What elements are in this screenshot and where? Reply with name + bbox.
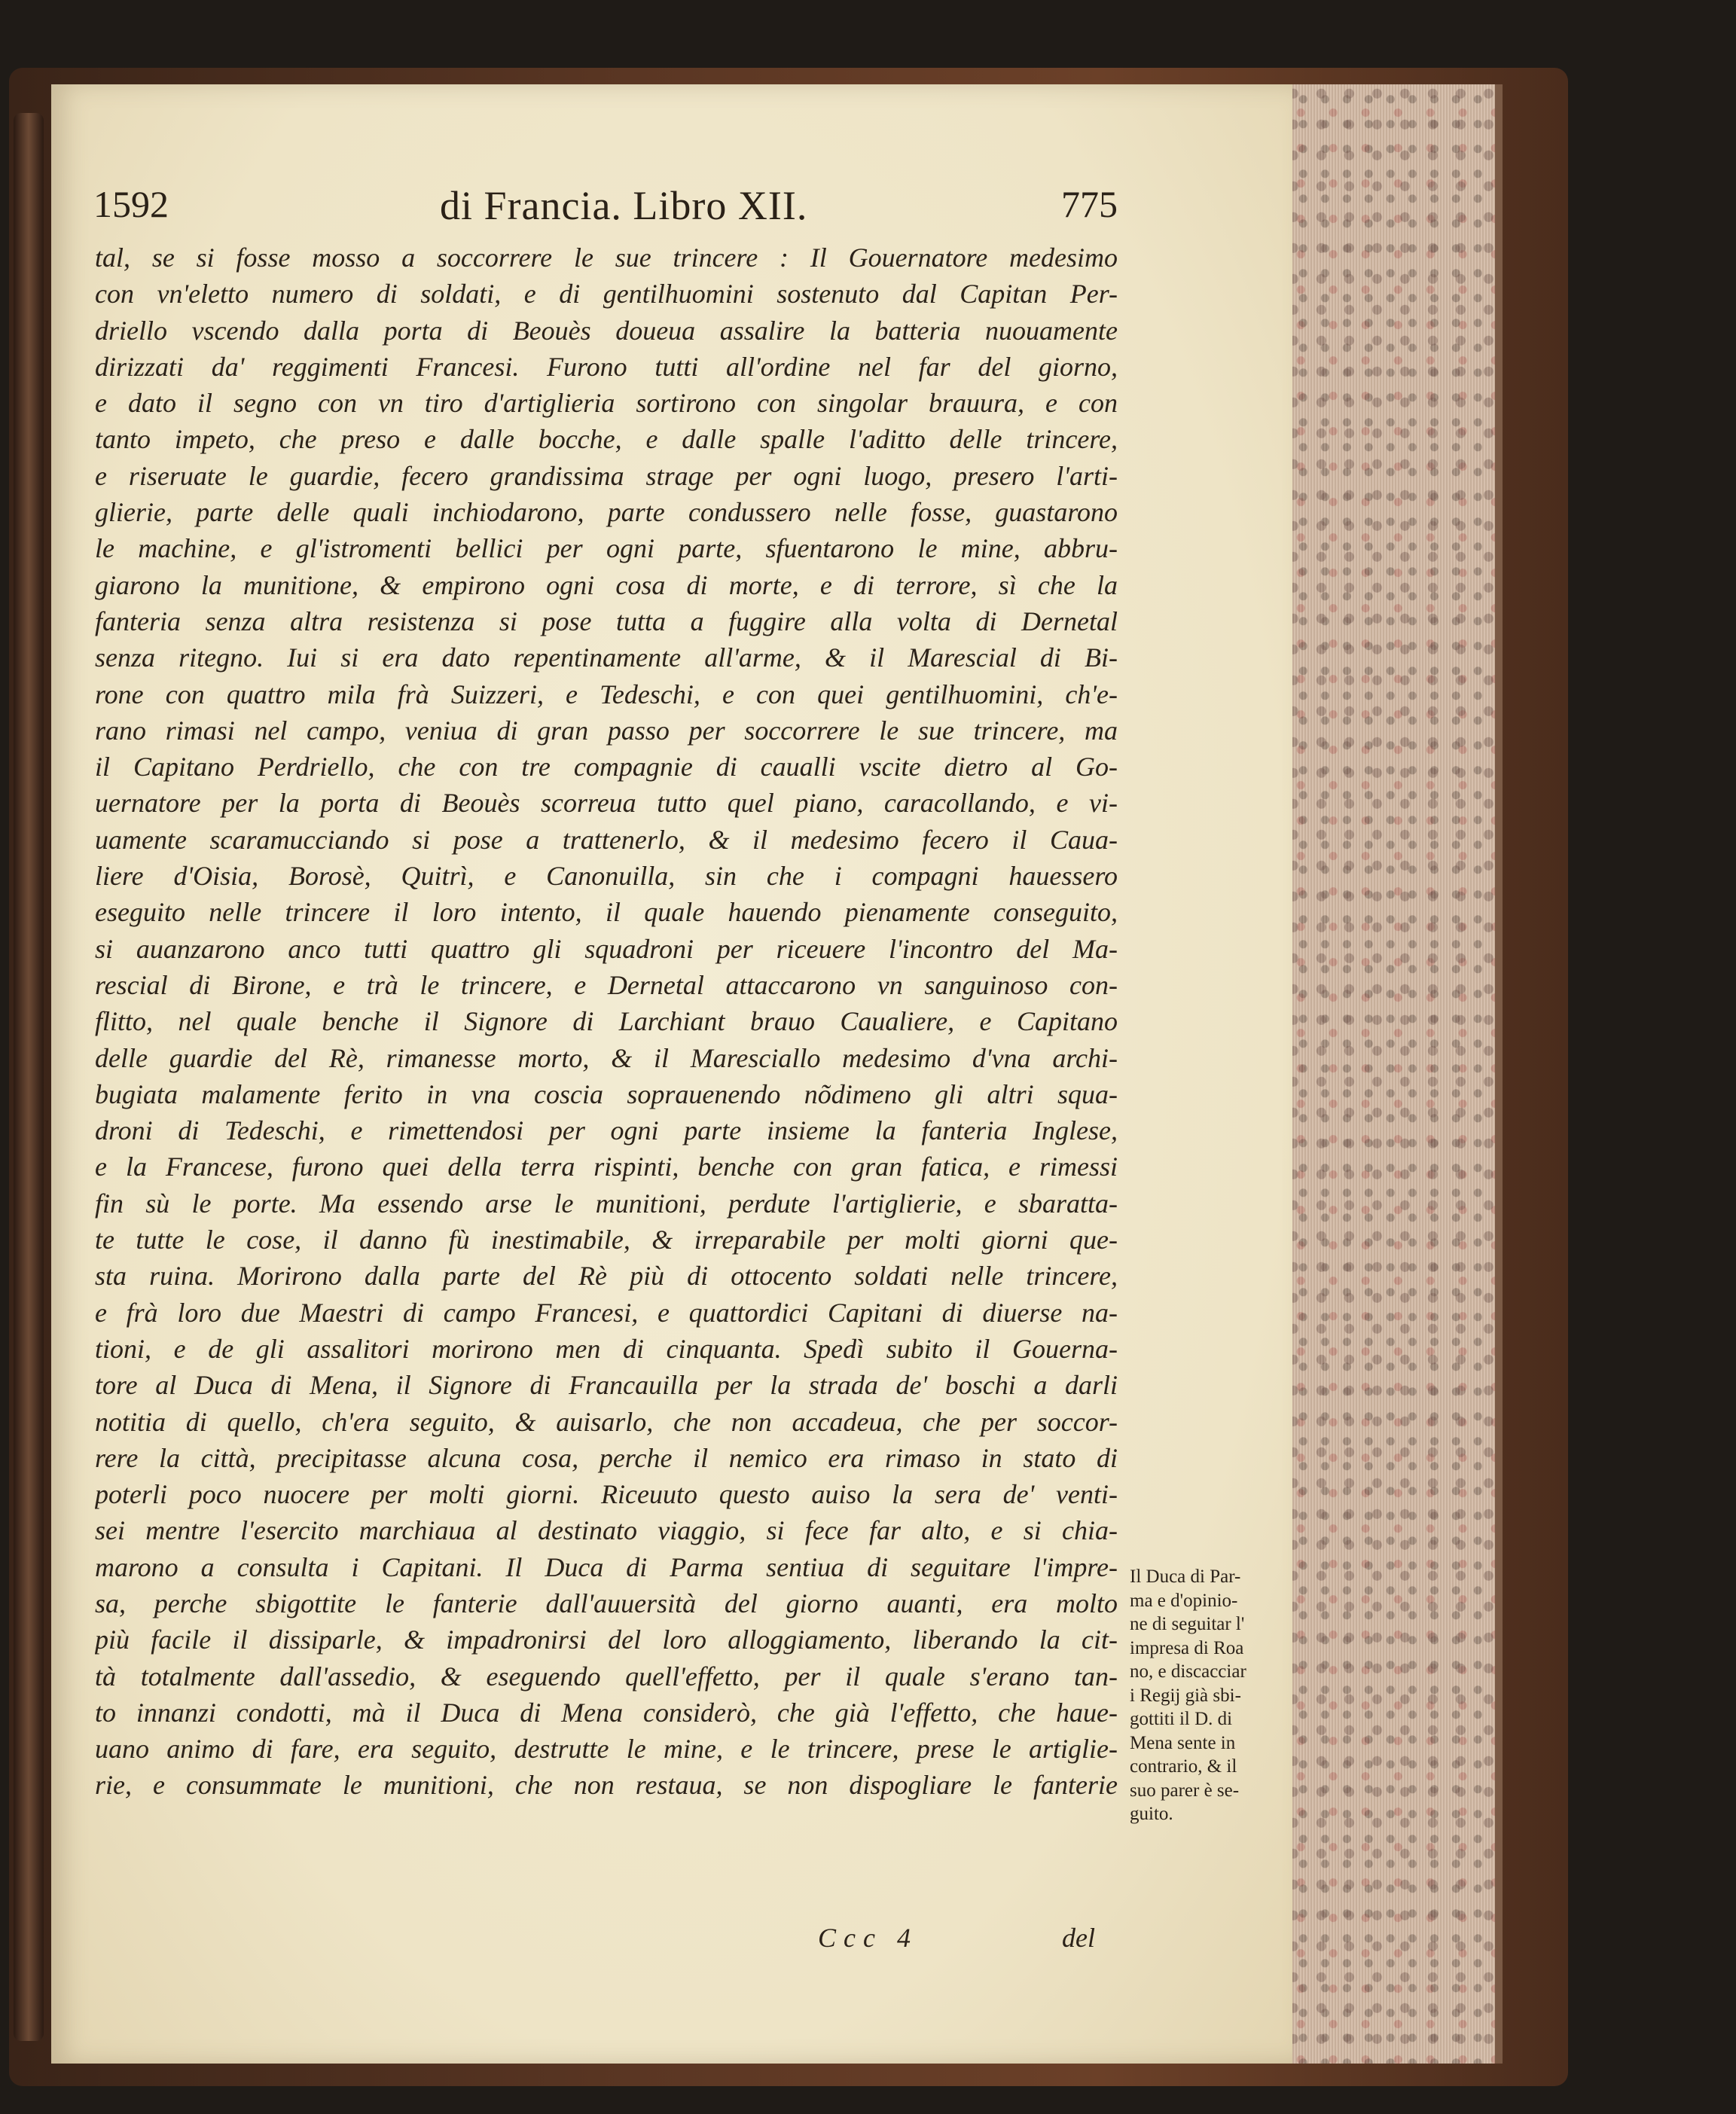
text-line: flitto, nel quale benche il Signore di Larchiant brauo Caualiere, e Capitano <box>95 1006 1118 1037</box>
marginal-note-line: ma e d'opinio- <box>1130 1590 1238 1611</box>
binding-spine-edge <box>14 113 44 2041</box>
marginal-note <box>1130 1565 1303 1826</box>
text-line: tà totalmente dall'assedio, & eseguendo quell'effetto, per il quale s'erano tan- <box>95 1661 1118 1692</box>
marginal-note-line: ne di seguitar l' <box>1130 1614 1245 1634</box>
marginal-note-line: Il Duca di Par- <box>1130 1566 1241 1587</box>
main-text-block <box>95 239 1118 1804</box>
text-line: sei mentre l'esercito marchiaua al destinato viaggio, si fece far alto, e si chia- <box>95 1515 1118 1546</box>
marginal-note-line: guito. <box>1130 1804 1173 1824</box>
marginal-note-line: Mena sente in <box>1130 1732 1236 1753</box>
text-line: liere d'Oisia, Borosè, Quitrì, e Canonuilla, sin che i compagni hauessero <box>95 861 1118 892</box>
text-line: giarono la munitione, & empirono ogni cosa di morte, e di terrore, sì che la <box>95 569 1118 600</box>
text-line: uamente scaramucciando si pose a trattenerlo, & il medesimo fecero il Caua- <box>95 824 1118 855</box>
text-line: eseguito nelle trincere il loro intento, il quale hauendo pienamente conseguito, <box>95 897 1118 928</box>
text-line: rano rimasi nel campo, veniua di gran passo per soccorrere le sue trincere, ma <box>95 715 1118 746</box>
text-line: driello vscendo dalla porta di Beouès doueua assalire la batteria nuouamente <box>95 315 1118 346</box>
marginal-note-line: gottiti il D. di <box>1130 1709 1233 1729</box>
page-header <box>93 182 1118 243</box>
text-line: fin sù le porte. Ma essendo arse le munitioni, perdute l'artiglierie, e sbaratta- <box>95 1188 1118 1219</box>
running-title: di Francia. Libro XII. <box>440 183 808 228</box>
text-line: glierie, parte delle quali inchiodarono, parte condussero nelle fosse, guastarono <box>95 497 1118 528</box>
catchword: del <box>1062 1923 1095 1953</box>
text-line: le machine, e gl'istromenti bellici per ogni parte, sfuentarono le mine, abbru- <box>95 533 1118 564</box>
text-line: poterli poco nuocere per molti giorni. Riceuuto questo auiso la sera de' venti- <box>95 1479 1118 1510</box>
text-line: uernatore per la porta di Beouès scorreua tutto quel piano, caracollando, e vi- <box>95 788 1118 819</box>
text-line: tal, se si fosse mosso a soccorrere le sue trincere : Il Gouernatore medesimo <box>95 243 1118 273</box>
signature-mark: Ccc 4 <box>818 1923 918 1953</box>
text-line: sa, perche sbigottite le fanterie dall'auuersità del giorno auanti, era molto <box>95 1588 1118 1618</box>
text-line: rescial di Birone, e trà le trincere, e Dernetal attaccarono vn sanguinoso con- <box>95 969 1118 1000</box>
text-line: delle guardie del Rè, rimanesse morto, & il Maresciallo medesimo d'vna archi- <box>95 1042 1118 1073</box>
marginal-note-line: impresa di Roa <box>1130 1637 1244 1658</box>
text-line: notitia di quello, ch'era seguito, & auisarlo, che non accadeua, che per soccor- <box>95 1406 1118 1437</box>
marginal-note-line: no, e discacciar <box>1130 1661 1246 1682</box>
text-line: rone con quattro mila frà Suizzeri, e Tedeschi, e con quei gentilhuomini, ch'e- <box>95 679 1118 709</box>
text-line: to innanzi condotti, mà il Duca di Mena considerò, che già l'effetto, che haue- <box>95 1697 1118 1728</box>
text-line: sta ruina. Morirono dalla parte del Rè più di ottocento soldati nelle trincere, <box>95 1261 1118 1292</box>
text-line: con vn'eletto numero di soldati, e di gentilhuomini sostenuto dal Capitan Per- <box>95 279 1118 310</box>
text-line: rie, e consummate le munitioni, che non restaua, se non dispogliare le fanterie <box>95 1770 1118 1801</box>
text-line: te tutte le cose, il danno fù inestimabile, & irreparabile per molti giorni que- <box>95 1225 1118 1255</box>
text-line: si auanzarono anco tutti quattro gli squadroni per riceuere l'incontro del Ma- <box>95 933 1118 964</box>
text-line: e frà loro due Maestri di campo Francesi, e quattordici Capitani di diuerse na- <box>95 1297 1118 1328</box>
text-line: e riseruate le guardie, fecero grandissima strage per ogni luogo, presero l'arti- <box>95 460 1118 491</box>
text-line: più facile il dissiparle, & impadronirsi del loro alloggiamento, liberando la cit- <box>95 1624 1118 1655</box>
text-line: marono a consulta i Capitani. Il Duca di Parma sentiua di seguitare l'impre- <box>95 1551 1118 1582</box>
book-page <box>51 84 1292 2064</box>
text-line: senza ritegno. Iui si era dato repentinamente all'arme, & il Marescial di Bi- <box>95 642 1118 673</box>
page-edges-block <box>1288 84 1503 2064</box>
text-line: rere la città, precipitasse alcuna cosa, perche il nemico era rimaso in stato di <box>95 1442 1118 1473</box>
text-line: e dato il segno con vn tiro d'artiglieria sortirono con singolar brauura, e con <box>95 388 1118 419</box>
text-line: tioni, e de gli assalitori morirono men di cinquanta. Spedì subito il Gouerna- <box>95 1333 1118 1364</box>
text-line: dirizzati da' reggimenti Francesi. Furono tutti all'ordine nel far del giorno, <box>95 351 1118 382</box>
page-number: 775 <box>1061 183 1118 225</box>
text-line: e la Francese, furono quei della terra rispinti, benche con gran fatica, e rimessi <box>95 1152 1118 1182</box>
text-line: uano animo di fare, era seguito, destrutte le mine, e le trincere, prese le artiglie- <box>95 1734 1118 1765</box>
header-year: 1592 <box>93 183 169 225</box>
marginal-note-line: suo parer è se- <box>1130 1780 1240 1801</box>
text-line: fanteria senza altra resistenza si pose tutta a fuggire alla volta di Dernetal <box>95 606 1118 636</box>
marginal-note-line: i Regij già sbi- <box>1130 1685 1241 1706</box>
page-footer <box>95 1922 1118 1960</box>
text-line: il Capitano Perdriello, che con tre compagnie di caualli vscite dietro al Go- <box>95 752 1118 782</box>
marginal-note-line: contrario, & il <box>1130 1756 1237 1777</box>
text-line: tore al Duca di Mena, il Signore di Francauilla per la strada de' boschi a darli <box>95 1370 1118 1401</box>
text-line: bugiata malamente ferito in vna coscia soprauenendo nõdimeno gli altri squa- <box>95 1078 1118 1109</box>
text-line: droni di Tedeschi, e rimettendosi per ogni parte insieme la fanteria Inglese, <box>95 1115 1118 1146</box>
text-line: tanto impeto, che preso e dalle bocche, e dalle spalle l'aditto delle trincere, <box>95 424 1118 455</box>
